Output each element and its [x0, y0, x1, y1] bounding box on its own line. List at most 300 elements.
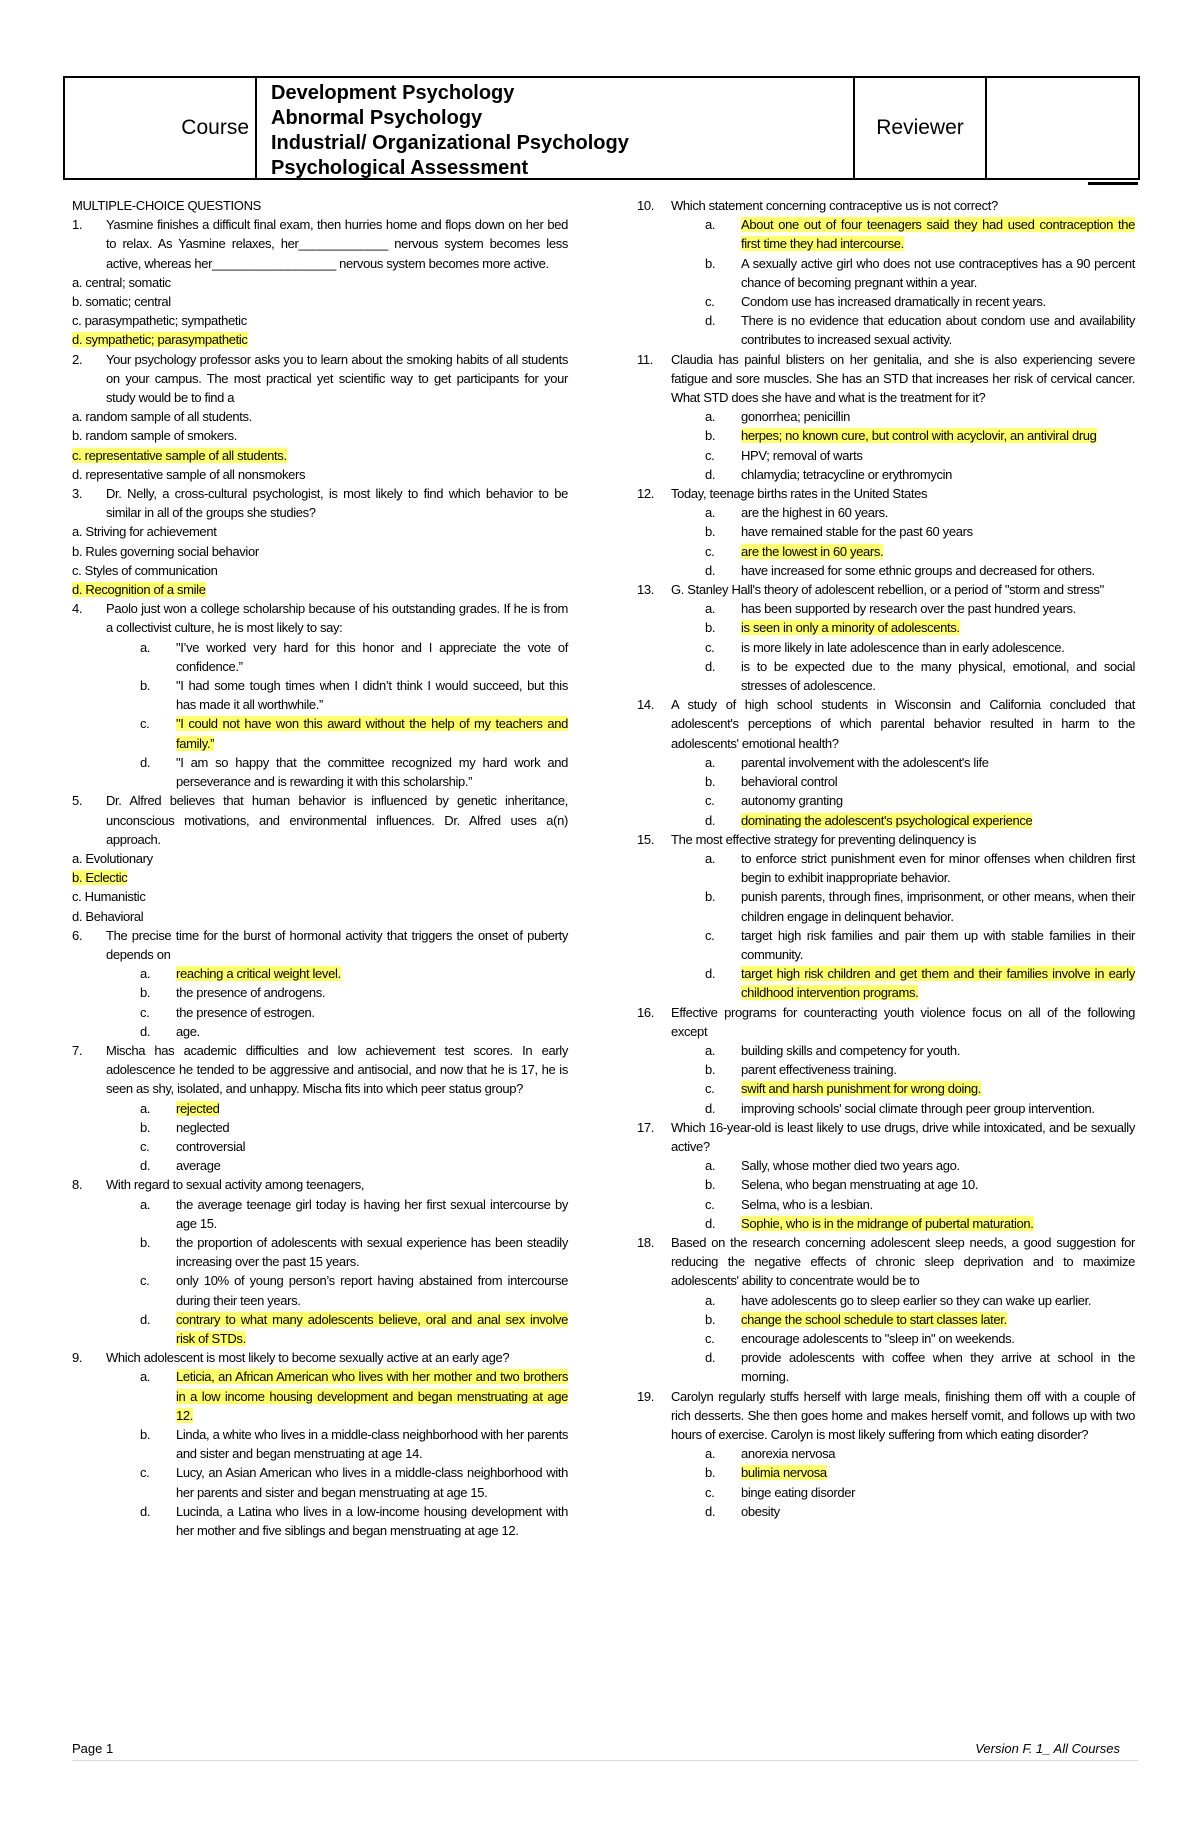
option-list	[72, 273, 568, 350]
option-text: punish parents, through fines, imprisonment, or other means, when their children engage in delinquent behavior.	[741, 889, 1135, 924]
option-text-wrap	[741, 1291, 1135, 1310]
answer-option	[72, 887, 568, 906]
option-list	[705, 1291, 1135, 1387]
option-text: is to be expected due to the many physical, emotional, and social stresses of adolescence.	[741, 658, 1135, 694]
option-text: b. Rules governing social behavior	[72, 543, 259, 559]
answer-option	[72, 407, 568, 426]
answer-option	[705, 926, 1135, 964]
highlighted-answer: c. representative sample of all students.	[72, 447, 287, 463]
option-text-wrap	[72, 542, 568, 561]
question-text: A study of high school students in Wisconsin and California concluded that adolescent's perceptions of which parental behavior resulted in harm to the adolescents' emotional health?	[671, 697, 1135, 751]
question-body	[72, 215, 568, 349]
option-text-wrap	[741, 1348, 1135, 1386]
answer-option	[140, 753, 568, 791]
option-list	[705, 407, 1135, 484]
header-table	[63, 76, 1140, 180]
option-letter: a.	[705, 850, 716, 866]
option-text-wrap	[741, 811, 1135, 830]
answer-option	[72, 446, 568, 465]
option-text-wrap	[72, 330, 568, 349]
option-text-wrap	[741, 1060, 1135, 1079]
option-text: Selena, who began menstruating at age 10.	[741, 1177, 979, 1193]
option-list	[705, 1156, 1135, 1233]
question-number: 15.	[637, 831, 655, 847]
option-letter: b.	[140, 985, 151, 1001]
answer-option	[705, 1195, 1135, 1214]
option-letter: b.	[140, 1234, 151, 1250]
answer-option	[140, 1425, 568, 1463]
option-text-wrap	[741, 772, 1135, 791]
option-letter: b.	[705, 1177, 716, 1193]
question-number: 16.	[637, 1004, 655, 1020]
option-text-wrap	[741, 1310, 1135, 1329]
answer-option	[705, 1463, 1135, 1482]
question-body	[671, 580, 1135, 695]
option-text-wrap	[741, 599, 1135, 618]
highlighted-answer: reaching a critical weight level.	[176, 966, 341, 982]
option-text-wrap	[72, 292, 568, 311]
option-text: a. central; somatic	[72, 274, 171, 290]
question-number: 10.	[637, 198, 655, 213]
option-list	[72, 407, 568, 484]
answer-option	[705, 542, 1135, 561]
answer-option	[705, 522, 1135, 541]
option-text-wrap	[741, 542, 1135, 561]
option-letter: c.	[705, 543, 715, 559]
option-text: gonorrhea; penicillin	[741, 409, 851, 425]
option-text: is more likely in late adolescence than in early adolescence.	[741, 639, 1065, 655]
question	[637, 1003, 1135, 1118]
option-text-wrap	[741, 1463, 1135, 1482]
answer-option	[705, 292, 1135, 311]
option-text-wrap	[176, 1367, 568, 1425]
answer-option	[705, 657, 1135, 695]
option-text: the average teenage girl today is having her first sexual intercourse by age 15.	[176, 1196, 568, 1231]
question	[637, 830, 1135, 1003]
option-letter: b.	[705, 428, 716, 444]
question-number: 4.	[72, 601, 83, 617]
question-body	[106, 1348, 568, 1540]
highlighted-answer: swift and harsh punishment for wrong doing.	[741, 1081, 982, 1097]
highlighted-answer: herpes; no known cure, but control with acyclovir, an antiviral drug	[741, 428, 1097, 444]
option-text: to enforce strict punishment even for minor offenses when children first begin to exhibit inappropriate behavior.	[741, 850, 1135, 886]
question-text: Which 16-year-old is least likely to use drugs, drive while intoxicated, and be sexually active?	[671, 1119, 1135, 1154]
option-text: Condom use has increased dramatically in recent years.	[741, 294, 1046, 310]
option-text-wrap	[176, 1502, 568, 1540]
option-text-wrap	[176, 1003, 568, 1022]
option-text-wrap	[741, 964, 1135, 1002]
section-title: MULTIPLE-CHOICE QUESTIONS	[72, 198, 261, 213]
answer-option	[72, 542, 568, 561]
option-letter: c.	[140, 1465, 150, 1481]
option-text-wrap	[741, 407, 1135, 426]
question-text: Paolo just won a college scholarship because of his outstanding grades. If he is from a collectivist culture, he is most likely to say:	[106, 601, 568, 636]
option-letter: c.	[705, 294, 715, 310]
answer-option	[140, 1003, 568, 1022]
answer-option	[72, 426, 568, 445]
option-text: encourage adolescents to "sleep in" on weekends.	[741, 1330, 1015, 1346]
option-text: age.	[176, 1023, 200, 1039]
answer-option	[72, 522, 568, 541]
answer-option	[705, 811, 1135, 830]
answer-option	[705, 561, 1135, 580]
answer-option	[140, 964, 568, 983]
option-text: Sally, whose mother died two years ago.	[741, 1158, 960, 1174]
option-text-wrap	[741, 1079, 1135, 1098]
answer-option	[705, 1214, 1135, 1233]
answer-option	[140, 1099, 568, 1118]
highlighted-answer: change the school schedule to start classes later.	[741, 1311, 1007, 1327]
option-text: A sexually active girl who does not use contraceptives has a 90 percent chance of becoming pregnant within a year.	[741, 255, 1135, 290]
highlighted-answer: bulimia nervosa	[741, 1465, 827, 1481]
option-text: improving schools' social climate through peer group intervention.	[741, 1100, 1095, 1116]
question-text: The precise time for the burst of hormonal activity that triggers the onset of puberty depends on	[106, 927, 568, 962]
answer-option	[705, 887, 1135, 925]
option-text: a. Evolutionary	[72, 850, 153, 866]
question-list	[637, 196, 1135, 1521]
option-text-wrap	[741, 1502, 1135, 1521]
answer-option	[705, 1348, 1135, 1386]
option-text-wrap	[176, 1233, 568, 1271]
option-text: behavioral control	[741, 774, 838, 790]
course-name: Psychological Assessment	[271, 157, 529, 179]
footer-rule	[72, 1760, 1138, 1761]
answer-option	[705, 1079, 1135, 1098]
option-letter: d.	[705, 1215, 716, 1231]
option-text-wrap	[741, 753, 1135, 772]
option-text-wrap	[741, 1195, 1135, 1214]
question-body	[671, 1118, 1135, 1233]
question-number: 2.	[72, 351, 83, 367]
option-text: the proportion of adolescents with sexual experience has been steadily increasing over the past 15 years.	[176, 1234, 568, 1270]
question	[637, 1118, 1135, 1233]
option-text: have adolescents go to sleep earlier so they can wake up earlier.	[741, 1292, 1092, 1308]
option-text-wrap	[176, 1310, 568, 1348]
question-number: 14.	[637, 697, 655, 713]
option-text: Linda, a white who lives in a middle-class neighborhood with her parents and sister and began menstruating at age 14.	[176, 1427, 568, 1462]
highlighted-answer: Leticia, an African American who lives with her mother and two brothers in a low income housing development and began menstruating at age 12.	[176, 1369, 568, 1423]
highlighted-answer: rejected	[176, 1100, 220, 1116]
version-label: Version F. 1_ All Courses	[975, 1741, 1120, 1756]
option-text-wrap	[741, 1329, 1135, 1348]
answer-option	[705, 1060, 1135, 1079]
answer-option	[705, 1310, 1135, 1329]
option-text-wrap	[176, 1271, 568, 1309]
question	[72, 484, 568, 599]
page-number: Page 1	[72, 1741, 114, 1756]
question	[72, 1348, 568, 1540]
option-text-wrap	[741, 1041, 1135, 1060]
answer-option	[140, 1502, 568, 1540]
option-text-wrap	[72, 426, 568, 445]
option-text: a. random sample of all students.	[72, 409, 252, 425]
option-list	[705, 215, 1135, 349]
answer-option	[705, 618, 1135, 637]
option-text: d. Behavioral	[72, 908, 144, 924]
option-text: binge eating disorder	[741, 1484, 856, 1500]
option-letter: a.	[705, 601, 716, 617]
answer-option	[705, 1291, 1135, 1310]
option-letter: a.	[140, 1196, 151, 1212]
option-text: c. Styles of communication	[72, 562, 218, 578]
answer-option	[705, 1099, 1135, 1118]
highlighted-answer: are the lowest in 60 years.	[741, 543, 884, 559]
option-text: Lucinda, a Latina who lives in a low-income housing development with her mother and five siblings and began menstruating at age 12.	[176, 1503, 568, 1539]
option-text: c. parasympathetic; sympathetic	[72, 313, 247, 329]
option-list	[140, 638, 568, 792]
question-text: Effective programs for counteracting youth violence focus on all of the following except	[671, 1004, 1135, 1039]
question	[637, 484, 1135, 580]
option-letter: a.	[140, 966, 151, 982]
answer-option	[705, 1156, 1135, 1175]
option-list	[140, 964, 568, 1041]
answer-option	[705, 503, 1135, 522]
option-text: controversial	[176, 1138, 246, 1154]
highlighted-answer: About one out of four teenagers said they had used contraception the first time they had intercourse.	[741, 217, 1135, 252]
option-list	[705, 1041, 1135, 1118]
option-text: obesity	[741, 1503, 780, 1519]
option-letter: b.	[705, 524, 716, 540]
option-text: b. somatic; central	[72, 294, 171, 310]
answer-option	[705, 311, 1135, 349]
option-letter: d.	[140, 1503, 151, 1519]
course-name: Abnormal Psychology	[271, 107, 483, 129]
option-list	[705, 503, 1135, 580]
option-text-wrap	[176, 1195, 568, 1233]
answer-option	[72, 273, 568, 292]
answer-option	[705, 1041, 1135, 1060]
option-text-wrap	[741, 522, 1135, 541]
option-text-wrap	[72, 849, 568, 868]
option-text-wrap	[72, 580, 568, 599]
option-text-wrap	[72, 868, 568, 887]
question-text: G. Stanley Hall's theory of adolescent rebellion, or a period of "storm and stress"	[671, 582, 1104, 598]
answer-option	[72, 311, 568, 330]
answer-option	[140, 1195, 568, 1233]
answer-option	[140, 983, 568, 1002]
option-text: HPV; removal of warts	[741, 447, 863, 463]
option-letter: a.	[140, 1100, 151, 1116]
option-text: provide adolescents with coffee when they arrive at school in the morning.	[741, 1350, 1135, 1385]
option-list	[72, 522, 568, 599]
option-letter: a.	[705, 1042, 716, 1058]
question	[72, 215, 568, 349]
option-text-wrap	[741, 1444, 1135, 1463]
option-list	[705, 753, 1135, 830]
option-letter: a.	[705, 1292, 716, 1308]
highlighted-answer: b. Eclectic	[72, 870, 128, 886]
option-letter: c.	[705, 1330, 715, 1346]
option-text-wrap	[741, 292, 1135, 311]
answer-option	[705, 791, 1135, 810]
answer-option	[705, 599, 1135, 618]
question-body	[671, 1233, 1135, 1387]
option-text-wrap	[176, 1463, 568, 1501]
question-text: Based on the research concerning adolescent sleep needs, a good suggestion for reducing the negative effects of chronic sleep deprivation and to maximize adolescents' ability to concentrate would be to	[671, 1234, 1135, 1289]
option-letter: c.	[705, 1196, 715, 1212]
answer-option	[72, 330, 568, 349]
option-letter: c.	[705, 793, 715, 809]
option-text-wrap	[741, 657, 1135, 695]
answer-option	[705, 964, 1135, 1002]
option-list	[140, 1099, 568, 1176]
option-letter: c.	[140, 716, 150, 732]
answer-option	[140, 714, 568, 752]
highlighted-answer: d. Recognition of a smile	[72, 582, 206, 598]
question	[637, 695, 1135, 829]
option-letter: a.	[140, 639, 151, 655]
question-body	[671, 830, 1135, 1003]
question-number: 13.	[637, 582, 655, 598]
option-letter: b.	[140, 1427, 151, 1442]
option-text: average	[176, 1158, 221, 1174]
blank-cell	[987, 78, 1138, 178]
option-text-wrap	[741, 311, 1135, 349]
question	[637, 350, 1135, 484]
option-text-wrap	[176, 714, 568, 752]
option-text-wrap	[72, 273, 568, 292]
highlighted-answer: is seen in only a minority of adolescents.	[741, 620, 960, 636]
option-letter: c.	[140, 1273, 150, 1289]
option-text: parental involvement with the adolescent's life	[741, 754, 989, 770]
option-letter: d.	[705, 658, 716, 674]
option-text-wrap	[72, 887, 568, 906]
answer-option	[705, 426, 1135, 445]
question-body	[671, 484, 1135, 580]
option-text-wrap	[741, 561, 1135, 580]
option-letter: a.	[140, 1369, 151, 1385]
highlighted-answer: target high risk children and get them and their families involve in early childhood intervention programs.	[741, 966, 1135, 1001]
option-list	[705, 849, 1135, 1003]
option-text-wrap	[741, 465, 1135, 484]
question-text: Today, teenage births rates in the United States	[671, 486, 928, 502]
option-text-wrap	[741, 215, 1135, 253]
option-letter: b.	[705, 1465, 716, 1481]
option-text: anorexia nervosa	[741, 1446, 836, 1462]
highlighted-answer: "I could not have won this award without the help of my teachers and family.”	[176, 716, 568, 751]
question-number: 11.	[637, 351, 654, 367]
answer-option	[140, 1137, 568, 1156]
answer-option	[72, 561, 568, 580]
answer-option	[140, 1463, 568, 1501]
question-text: Claudia has painful blisters on her genitalia, and she is also experiencing severe fatigue and sore muscles. She has an STD that increases her risk of cervical cancer. What STD does she have and what is the treatment for it?	[671, 351, 1135, 406]
option-text-wrap	[176, 1118, 568, 1137]
option-letter: b.	[705, 255, 716, 271]
option-letter: d.	[140, 754, 151, 770]
question-text: Your psychology professor asks you to learn about the smoking habits of all students on your campus. The most practical yet scientific way to get participants for your study would be to find a	[106, 351, 568, 406]
question-body	[106, 1175, 568, 1348]
option-letter: a.	[705, 505, 716, 521]
option-letter: d.	[140, 1311, 151, 1327]
option-text: have remained stable for the past 60 years	[741, 524, 973, 540]
option-letter: d.	[705, 466, 716, 482]
reviewer-label: Reviewer	[855, 78, 987, 178]
question-number: 8.	[72, 1177, 83, 1193]
option-text-wrap	[176, 1425, 568, 1463]
option-text-wrap	[176, 964, 568, 983]
question-number: 7.	[72, 1042, 83, 1058]
option-text: have increased for some ethnic groups and decreased for others.	[741, 562, 1095, 578]
option-letter: c.	[705, 639, 715, 655]
option-letter: b.	[140, 678, 151, 694]
option-text: chlamydia; tetracycline or erythromycin	[741, 466, 953, 482]
highlighted-answer: Sophie, who is in the midrange of pubertal maturation.	[741, 1215, 1034, 1231]
option-letter: d.	[705, 812, 716, 828]
question-number: 6.	[72, 927, 83, 943]
question-number: 5.	[72, 793, 83, 809]
option-letter: b.	[705, 774, 716, 790]
answer-option	[72, 580, 568, 599]
answer-option	[705, 465, 1135, 484]
answer-option	[705, 446, 1135, 465]
option-letter: a.	[705, 754, 716, 770]
question-text: The most effective strategy for preventing delinquency is	[671, 831, 976, 847]
option-text-wrap	[741, 1156, 1135, 1175]
option-text-wrap	[741, 791, 1135, 810]
question-text: Which statement concerning contraceptive us is not correct?	[671, 198, 998, 213]
option-text: c. Humanistic	[72, 889, 146, 905]
answer-option	[705, 849, 1135, 887]
option-text: Selma, who is a lesbian.	[741, 1196, 873, 1212]
option-text-wrap	[741, 1214, 1135, 1233]
option-letter: b.	[705, 889, 716, 905]
answer-option	[140, 1156, 568, 1175]
option-text-wrap	[72, 465, 568, 484]
answer-option	[705, 1502, 1135, 1521]
option-letter: b.	[705, 1311, 716, 1327]
option-letter: a.	[705, 1446, 716, 1462]
option-letter: d.	[140, 1023, 151, 1039]
question-body	[671, 196, 1135, 350]
option-text-wrap	[741, 503, 1135, 522]
question	[72, 926, 568, 1041]
option-letter: d.	[705, 1503, 716, 1519]
option-text-wrap	[72, 311, 568, 330]
option-letter: b.	[705, 1062, 716, 1078]
answer-option	[705, 1483, 1135, 1502]
option-text-wrap	[176, 1137, 568, 1156]
option-letter: c.	[705, 927, 715, 943]
question-body	[671, 695, 1135, 829]
option-text-wrap	[176, 676, 568, 714]
option-text: the presence of androgens.	[176, 985, 326, 1001]
option-text: Lucy, an Asian American who lives in a middle-class neighborhood with her parents and sister and began menstruating at age 15.	[176, 1465, 568, 1500]
option-text: target high risk families and pair them up with stable families in their community.	[741, 927, 1135, 962]
course-name: Industrial/ Organizational Psychology	[271, 132, 629, 154]
option-text: are the highest in 60 years.	[741, 505, 889, 521]
question-number: 17.	[637, 1119, 655, 1135]
option-text-wrap	[741, 1483, 1135, 1502]
option-text: the presence of estrogen.	[176, 1004, 315, 1020]
option-text-wrap	[176, 1156, 568, 1175]
question-text: Yasmine finishes a difficult final exam, then hurries home and flops down on her bed to relax. As Yasmine relaxes, her_____________ nervous system becomes less active, whereas her__________________ nervous system becomes more active.	[106, 217, 568, 271]
question-body	[671, 1003, 1135, 1118]
answer-option	[140, 1022, 568, 1041]
answer-option	[705, 1329, 1135, 1348]
option-letter: c.	[705, 447, 715, 463]
option-text-wrap	[72, 446, 568, 465]
option-text: only 10% of young person’s report having abstained from intercourse during their teen years.	[176, 1273, 568, 1308]
answer-option	[72, 465, 568, 484]
highlighted-answer: contrary to what many adolescents believe, oral and anal sex involve risk of STDs.	[176, 1311, 568, 1346]
option-text: has been supported by research over the past hundred years.	[741, 601, 1076, 617]
option-text-wrap	[741, 849, 1135, 887]
question-number: 12.	[637, 486, 655, 502]
question-body	[106, 1041, 568, 1175]
option-text-wrap	[72, 907, 568, 926]
question-text: Mischa has academic difficulties and low achievement test scores. In early adolescence he tended to be aggressive and antisocial, and now that he is 17, he is seen as shy, isolated, and unhappy. Mischa fits into which peer status group?	[106, 1042, 568, 1097]
question	[637, 196, 1135, 350]
